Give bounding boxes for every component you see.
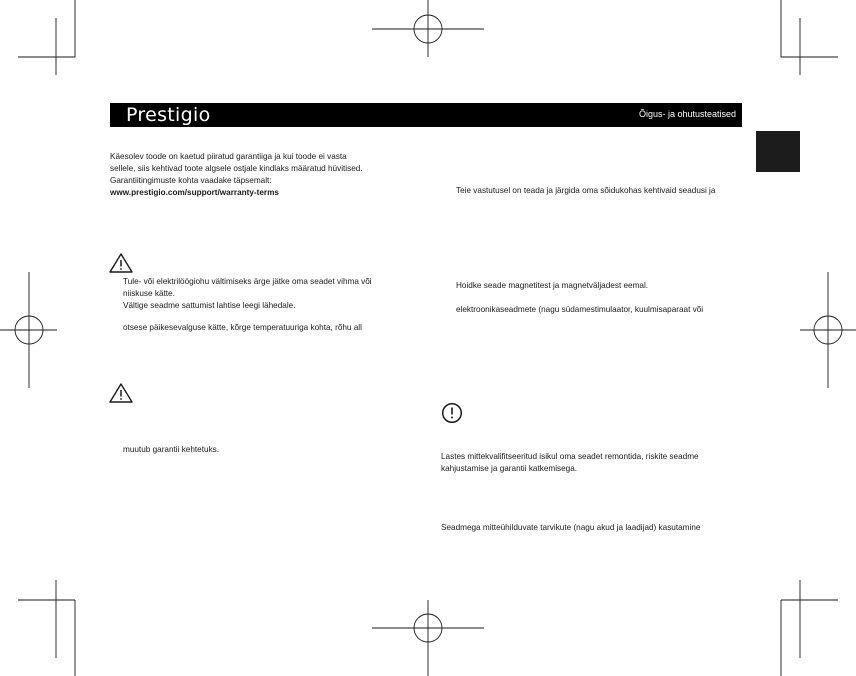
magnet-line: Hoidke seade magnetitest ja magnetväljadest eemal. <box>456 281 649 290</box>
safety-line-1: Tule- või elektrilöögiohu vältimiseks ärge jätke oma seadet vihma või <box>123 277 372 286</box>
exclamation-circle-icon <box>441 402 463 424</box>
warranty-line-2: sellele, siis kehtivad toote algsele ostjale kindlaks määratud hüvitised. <box>110 164 363 173</box>
safety-line-2: niiskuse kätte. <box>123 289 175 298</box>
electronics-line: elektroonikaseadmete (nagu südamestimulaator, kuulmisaparaat või <box>456 305 704 314</box>
repair-line-1: Lastes mittekvalifitseeritud isikul oma seadet remontida, riskite seadme <box>441 452 699 461</box>
void-line: muutub garantii kehtetuks. <box>123 445 220 454</box>
warranty-line-1: Käesolev toode on kaetud piiratud garantiiga ja kui toode ei vasta <box>110 152 347 161</box>
warning-triangle-icon <box>108 252 134 274</box>
warning-triangle-icon <box>108 382 134 404</box>
warranty-line-3: Garantiitingimuste kohta vaadake täpsemalt: <box>110 176 272 185</box>
page-title: Õigus- ja ohutusteatised <box>638 109 736 119</box>
safety-line-3: Vältige seadme sattumist lahtise leegi lähedale. <box>123 301 296 310</box>
sunlight-line: otsese päikesevalguse kätte, kõrge temperatuuriga kohta, rõhu all <box>123 323 362 332</box>
repair-line-2: kahjustamise ja garantii katkemisega. <box>441 464 578 473</box>
driving-line: Teie vastutusel on teada ja järgida oma sõidukohas kehtivaid seadusi ja <box>456 186 716 195</box>
brand-logo: Prestigio <box>126 104 211 126</box>
warranty-url: www.prestigio.com/support/warranty-terms <box>110 188 279 197</box>
header-bar <box>110 103 742 127</box>
accessories-line: Seadmega mitteühilduvate tarvikute (nagu akud ja laadijad) kasutamine <box>441 523 701 532</box>
section-tab <box>756 131 800 172</box>
